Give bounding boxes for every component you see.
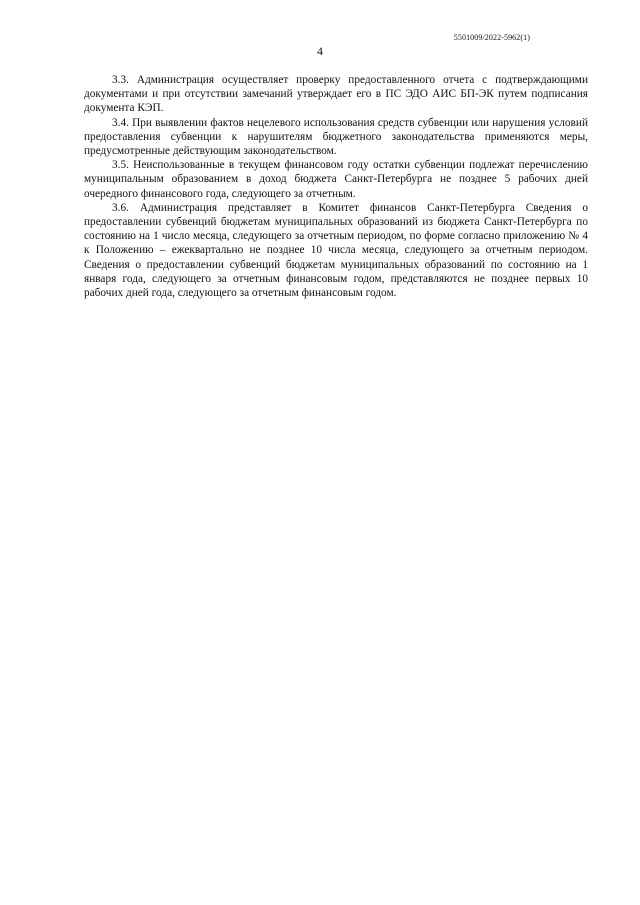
paragraph-3-4: 3.4. При выявлении фактов нецелевого использования средств субвенции или нарушения условий предоставления субвенции к нарушителям бюджетного законодательства применяются меры, предусмотренные действующим законодательством. — [84, 116, 588, 158]
paragraph-3-3: 3.3. Администрация осуществляет проверку предоставленного отчета с подтверждающими документами и при отсутствии замечаний утверждает его в ПС ЭДО АИС БП-ЭК путем подписания документа КЭП. — [84, 74, 588, 115]
paragraph-3-5: 3.5. Неиспользованные в текущем финансовом году остатки субвенции подлежат перечислению муниципальным образованием в доход бюджета Санкт-Петербурга не позднее 5 рабочих дней очередного финансового года, следующего за отчетным. — [84, 159, 588, 200]
paragraph-3-6: 3.6. Администрация представляет в Комитет финансов Санкт-Петербурга Сведения о предоставлении субвенций бюджетам муниципальных образований из бюджета Санкт-Петербурга по состоянию на 1 число месяца, следующего за отчетным периодом, по форме согласно приложению № 4 к Положению – ежеквартально не позднее 10 числа месяца, следующего за отчетным периодом. Сведения о предоставлении субвенций бюджетам муниципальных образований по состоянию на 1 января года, следующего за отчетным финансовым годом, представляются не позднее первых 10 рабочих дней года, следующего за отчетным финансовым годом. — [84, 201, 588, 300]
document-id: 5501009/2022-5962(1) — [453, 33, 530, 42]
page-number: 4 — [317, 44, 323, 58]
document-body — [84, 73, 588, 300]
